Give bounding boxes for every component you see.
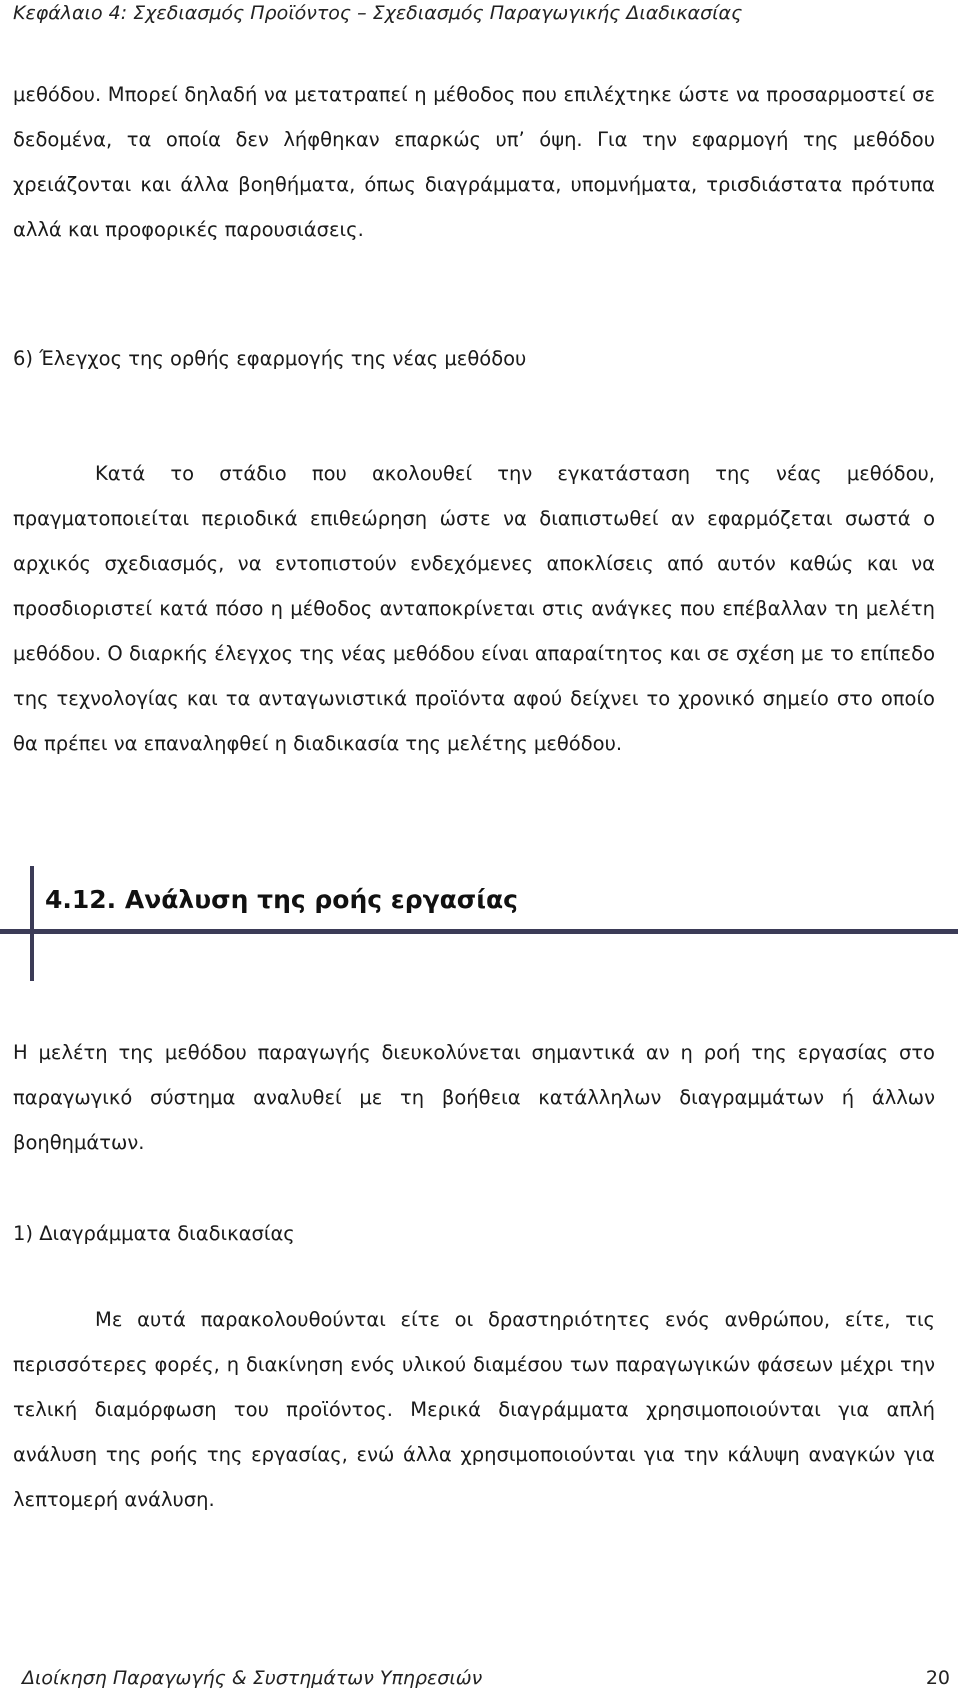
section-heading-vertical-rule [30, 866, 34, 981]
paragraph-workflow-diagrams-intro: Η μελέτη της μεθόδου παραγωγής διευκολύνεται σημαντικά αν η ροή της εργασίας στο παραγωγικό σύστημα αναλυθεί με τη βοήθεια κατάλληλων διαγραμμάτων ή άλλων βοηθημάτων. [13, 1041, 935, 1154]
subheading-process-diagrams: 1) Διαγράμματα διαδικασίας [13, 1222, 295, 1245]
paragraph-method-adaptation: μεθόδου. Μπορεί δηλαδή να μετατραπεί η μέθοδος που επιλέχτηκε ώστε να προσαρμοστεί σε δεδομένα, τα οποία δεν λήφθηκαν επαρκώς υπ’ όψη. Για την εφαρμογή της μεθόδου χρειάζονται και άλλα βοηθήματα, όπως διαγράμματα, υπομνήματα, τρισδιάστατα πρότυπα αλλά και προφορικές παρουσιάσεις. [13, 83, 935, 241]
section-heading-horizontal-rule [0, 929, 958, 934]
paragraph-periodic-inspection: Κατά το στάδιο που ακολουθεί την εγκατάσταση της νέας μεθόδου, πραγματοποιείται περιοδικά επιθεώρηση ώστε να διαπιστωθεί αν εφαρμόζεται σωστά ο αρχικός σχεδιασμός, να εντοπιστούν ενδεχόμενες αποκλίσεις από αυτόν καθώς και να προσδιοριστεί κατά πόσο η μέθοδος ανταποκρίνεται στις ανάγκες που επέβαλλαν τη μελέτη μεθόδου. Ο διαρκής έλεγχος της νέας μεθόδου είναι απαραίτητος και σε σχέση με το επίπεδο της τεχνολογίας και τα ανταγωνιστικά προϊόντα αφού δείχνει το χρονικό σημείο στο οποίο θα πρέπει να επαναληφθεί η διαδικασία της μελέτης μεθόδου. [13, 462, 935, 755]
paragraph-process-diagrams-description: Με αυτά παρακολουθούνται είτε οι δραστηριότητες ενός ανθρώπου, είτε, τις περισσότερες φορές, η διακίνηση ενός υλικού διαμέσου των παραγωγικών φάσεων μέχρι την τελική διαμόρφωση του προϊόντος. Μερικά διαγράμματα χρησιμοποιούνται για απλή ανάλυση της ροής της εργασίας, ενώ άλλα χρησιμοποιούνται για την κάλυψη αναγκών για λεπτομερή ανάλυση. [13, 1308, 935, 1511]
page-number: 20 [925, 1667, 950, 1689]
running-footer: Διοίκηση Παραγωγής & Συστημάτων Υπηρεσιών [22, 1667, 483, 1689]
subheading-control-of-new-method: 6) Έλεγχος της ορθής εφαρμογής της νέας μεθόδου [13, 347, 527, 370]
running-header: Κεφάλαιο 4: Σχεδιασμός Προϊόντος – Σχεδιασμός Παραγωγικής Διαδικασίας [13, 2, 743, 24]
section-heading-workflow-analysis: 4.12. Ανάλυση της ροής εργασίας [45, 885, 518, 914]
